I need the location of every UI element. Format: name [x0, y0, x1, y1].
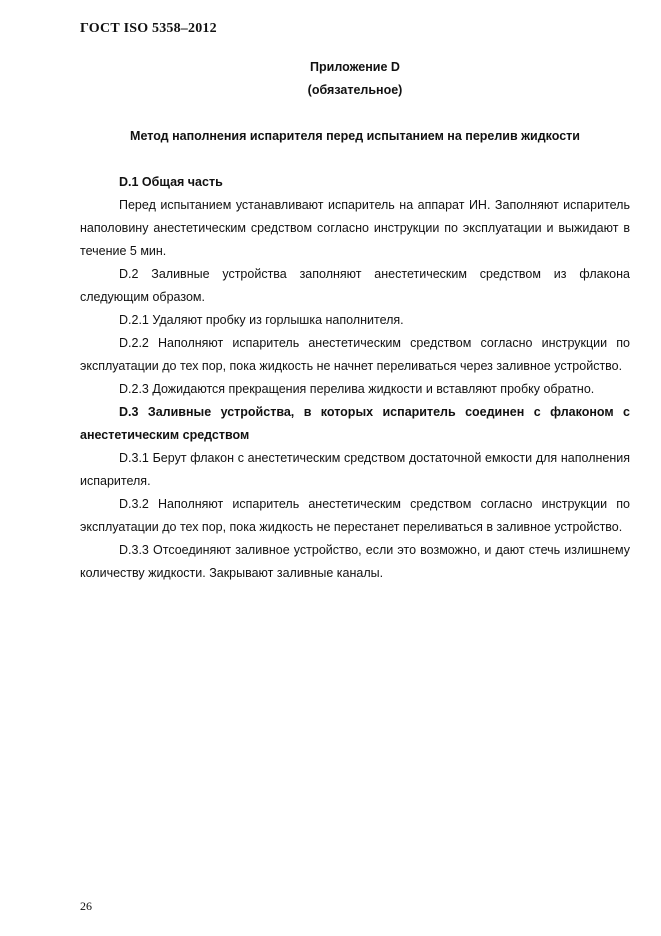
section-d3-3: D.3.3 Отсоединяют заливное устройство, если это возможно, и дают стечь излишнему количеству жидкости. Закрывают заливные каналы.	[80, 543, 630, 580]
section-d2-3: D.2.3 Дожидаются прекращения перелива жидкости и вставляют пробку обратно.	[119, 382, 595, 396]
annex-title: Приложение D	[310, 60, 400, 74]
section-d1-title: D.1 Общая часть	[119, 175, 223, 189]
annex-status: (обязательное)	[307, 83, 403, 97]
section-d3-title: D.3 Заливные устройства, в которых испаритель соединен с флаконом с анестетическим средством	[80, 405, 630, 442]
section-d2-text: D.2 Заливные устройства заполняют анестетическим средством из флакона следующим образом.	[80, 267, 630, 304]
section-d2-1: D.2.1 Удаляют пробку из горлышка наполнителя.	[119, 313, 404, 327]
standard-header: ГОСТ ISO 5358–2012	[80, 21, 217, 36]
section-d2-2: D.2.2 Наполняют испаритель анестетическим средством согласно инструкции по эксплуатации до тех пор, пока жидкость не начнет переливаться через заливное устройство.	[80, 336, 630, 373]
section-d3-1: D.3.1 Берут флакон с анестетическим средством достаточной емкости для наполнения испарителя.	[80, 451, 630, 488]
document-body	[80, 56, 630, 585]
section-d1-text: Перед испытанием устанавливают испаритель на аппарат ИН. Заполняют испаритель наполовину анестетическим средством согласно инструкции по эксплуатации и выжидают в течение 5 мин.	[80, 198, 630, 258]
page-number: 26	[80, 899, 92, 913]
annex-heading: Метод наполнения испарителя перед испытанием на перелив жидкости	[130, 129, 580, 143]
section-d3-2: D.3.2 Наполняют испаритель анестетическим средством согласно инструкции по эксплуатации до тех пор, пока жидкость не перестанет переливаться в заливное устройство.	[80, 497, 630, 534]
